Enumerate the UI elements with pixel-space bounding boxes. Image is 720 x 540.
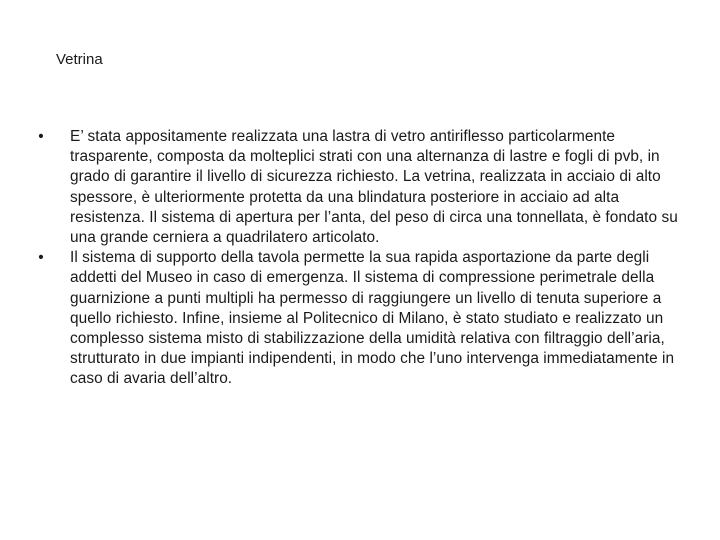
bullet-text-glass: E’ stata appositamente realizzata una lastra di vetro antiriflesso particolarmente trasparente, composta da molteplici strati con una alternanza di lastre e fogli di pvb, in grado di garantire il livello di sicurezza richiesto. La vetrina, realizzata in acciaio di alto spessore, è ulteriormente protetta da una blindatura posteriore in acciaio ad alta resistenza. Il sistema di apertura per l’anta, del peso di circa una tonnellata, è fondato su una grande cerniera a quadrilatero articolato. <box>70 128 678 247</box>
bullet-item-support <box>34 248 694 389</box>
bullet-list <box>34 127 694 390</box>
bullet-text-support: Il sistema di supporto della tavola permette la sua rapida asportazione da parte degli addetti del Museo in caso di emergenza. Il sistema di compressione perimetrale della guarnizione a punti multipli ha permesso di raggiungere un livello di tenuta superiore a quello richiesto. Infine, insieme al Politecnico di Milano, è stato studiato e realizzato un complesso sistema misto di stabilizzazione della umidità relativa con filtraggio dell’aria, strutturato in due impianti indipendenti, in modo che l’uno intervenga immediatamente in caso di avaria dell’altro. <box>70 249 675 388</box>
slide-title: Vetrina <box>56 51 103 68</box>
bullet-dot-icon: • <box>38 249 44 267</box>
bullet-item-glass <box>34 127 694 248</box>
bullet-dot-icon: • <box>38 128 44 145</box>
